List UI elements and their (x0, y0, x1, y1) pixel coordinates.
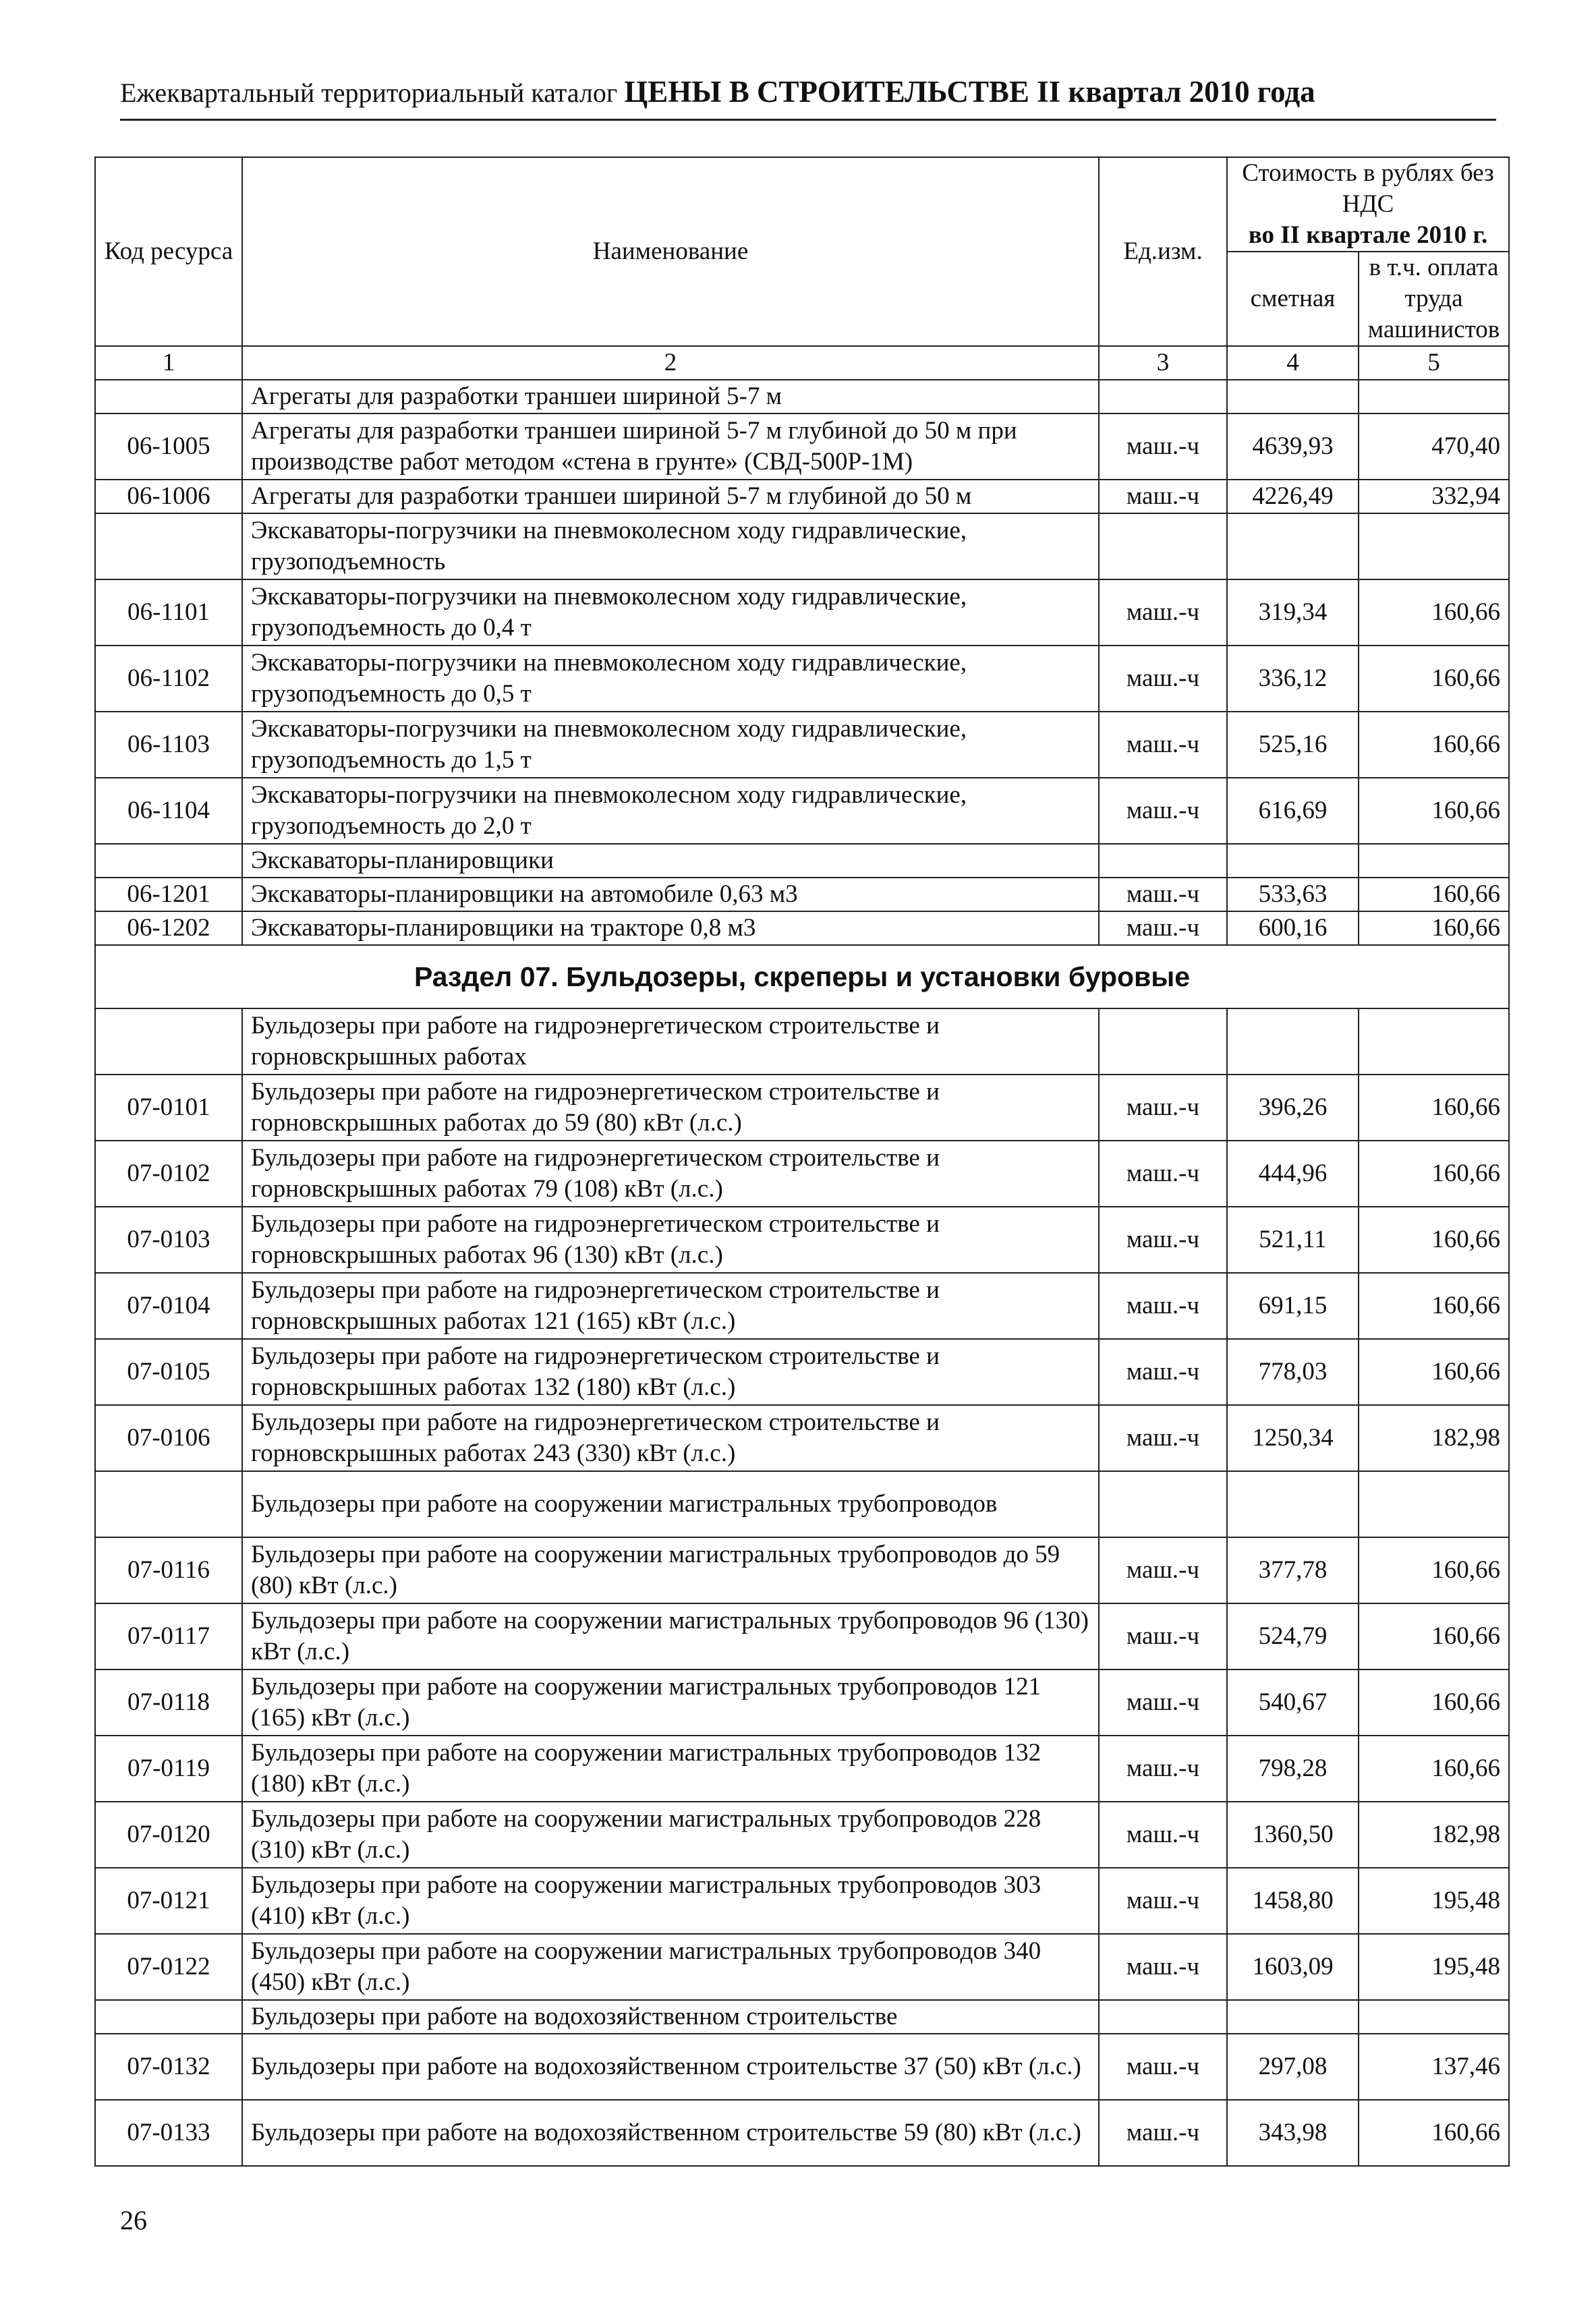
unit: маш.-ч (1099, 911, 1227, 945)
unit: маш.-ч (1099, 480, 1227, 513)
resource-name: Бульдозеры при работе на гидроэнергетическом строительстве и горновскрышных работах 243 (330) кВт (л.с.) (242, 1405, 1099, 1471)
operator-wage: 160,66 (1359, 1075, 1509, 1141)
header-rule (120, 119, 1496, 121)
resource-name: Бульдозеры при работе на водохозяйственном строительстве 59 (80) кВт (л.с.) (242, 2100, 1099, 2166)
estimate-price: 798,28 (1227, 1736, 1359, 1802)
operator-wage (1359, 2000, 1509, 2034)
table-row (95, 413, 1509, 480)
estimate-price: 616,69 (1227, 778, 1359, 844)
operator-wage: 160,66 (1359, 579, 1509, 646)
resource-name: Экскаваторы-погрузчики на пневмоколесном ходу гидравлические, грузоподъемность (242, 513, 1099, 579)
unit: маш.-ч (1099, 1273, 1227, 1339)
unit: маш.-ч (1099, 1669, 1227, 1736)
table-row (95, 2034, 1509, 2100)
resource-code: 07-0103 (95, 1207, 242, 1273)
group-row (95, 513, 1509, 579)
operator-wage: 470,40 (1359, 413, 1509, 480)
resource-code: 07-0120 (95, 1802, 242, 1868)
unit: маш.-ч (1099, 2100, 1227, 2166)
estimate-price (1227, 380, 1359, 413)
estimate-price: 533,63 (1227, 878, 1359, 911)
estimate-price: 444,96 (1227, 1141, 1359, 1207)
section-heading-row (95, 945, 1509, 1008)
unit: маш.-ч (1099, 1934, 1227, 2000)
resource-name: Бульдозеры при работе на гидроэнергетическом строительстве и горновскрышных работах 121 (165) кВт (л.с.) (242, 1273, 1099, 1339)
unit: маш.-ч (1099, 2034, 1227, 2100)
column-number-row (95, 346, 1509, 380)
resource-name: Экскаваторы-погрузчики на пневмоколесном ходу гидравлические, грузоподъемность до 0,5 т (242, 646, 1099, 712)
resource-name: Экскаваторы-погрузчики на пневмоколесном ходу гидравлические, грузоподъемность до 0,4 т (242, 579, 1099, 646)
col-num-5: 5 (1359, 346, 1509, 380)
operator-wage (1359, 1471, 1509, 1537)
page-header (120, 74, 1496, 109)
estimate-price: 600,16 (1227, 911, 1359, 945)
operator-wage (1359, 844, 1509, 878)
table-row (95, 1405, 1509, 1471)
resource-code (95, 380, 242, 413)
group-row (95, 844, 1509, 878)
estimate-price: 778,03 (1227, 1339, 1359, 1405)
operator-wage: 160,66 (1359, 911, 1509, 945)
resource-name: Экскаваторы-планировщики на автомобиле 0,63 м3 (242, 878, 1099, 911)
estimate-price: 336,12 (1227, 646, 1359, 712)
unit (1099, 1471, 1227, 1537)
resource-name: Бульдозеры при работе на сооружении магистральных трубопроводов 340 (450) кВт (л.с.) (242, 1934, 1099, 2000)
table-row (95, 1802, 1509, 1868)
resource-name: Экскаваторы-планировщики на тракторе 0,8 м3 (242, 911, 1099, 945)
operator-wage: 160,66 (1359, 1339, 1509, 1405)
col-header-cost-group (1227, 157, 1509, 252)
col-header-wage: в т.ч. оплата труда машинистов (1359, 252, 1509, 346)
operator-wage: 160,66 (1359, 646, 1509, 712)
operator-wage: 160,66 (1359, 2100, 1509, 2166)
resource-code (95, 513, 242, 579)
resource-name: Бульдозеры при работе на гидроэнергетическом строительстве и горновскрышных работах 79 (108) кВт (л.с.) (242, 1141, 1099, 1207)
resource-code: 07-0102 (95, 1141, 242, 1207)
resource-name: Бульдозеры при работе на гидроэнергетическом строительстве и горновскрышных работах до 59 (80) кВт (л.с.) (242, 1075, 1099, 1141)
col-num-3: 3 (1099, 346, 1227, 380)
unit: маш.-ч (1099, 1141, 1227, 1207)
table-row (95, 878, 1509, 911)
resource-code: 07-0117 (95, 1603, 242, 1669)
estimate-price: 377,78 (1227, 1537, 1359, 1603)
resource-name: Бульдозеры при работе на гидроэнергетическом строительстве и горновскрышных работах 96 (130) кВт (л.с.) (242, 1207, 1099, 1273)
estimate-price: 343,98 (1227, 2100, 1359, 2166)
resource-code (95, 1008, 242, 1075)
estimate-price: 319,34 (1227, 579, 1359, 646)
table-header-row (95, 157, 1509, 252)
unit: маш.-ч (1099, 1075, 1227, 1141)
resource-code: 07-0132 (95, 2034, 242, 2100)
resource-code: 07-0101 (95, 1075, 242, 1141)
operator-wage: 160,66 (1359, 712, 1509, 778)
unit (1099, 2000, 1227, 2034)
resource-name: Экскаваторы-погрузчики на пневмоколесном ходу гидравлические, грузоподъемность до 2,0 т (242, 778, 1099, 844)
unit (1099, 380, 1227, 413)
table-row (95, 778, 1509, 844)
estimate-price (1227, 513, 1359, 579)
resource-name: Экскаваторы-планировщики (242, 844, 1099, 878)
resource-name: Агрегаты для разработки траншеи шириной 5-7 м глубиной до 50 м (242, 480, 1099, 513)
operator-wage: 332,94 (1359, 480, 1509, 513)
operator-wage: 160,66 (1359, 778, 1509, 844)
resource-name: Бульдозеры при работе на сооружении магистральных трубопроводов 121 (165) кВт (л.с.) (242, 1669, 1099, 1736)
col-header-unit: Ед.изм. (1099, 157, 1227, 346)
resource-name: Бульдозеры при работе на сооружении магистральных трубопроводов 228 (310) кВт (л.с.) (242, 1802, 1099, 1868)
unit: маш.-ч (1099, 712, 1227, 778)
estimate-price: 521,11 (1227, 1207, 1359, 1273)
unit: маш.-ч (1099, 413, 1227, 480)
table-row (95, 1075, 1509, 1141)
resource-name: Бульдозеры при работе на сооружении магистральных трубопроводов (242, 1471, 1099, 1537)
unit: маш.-ч (1099, 1603, 1227, 1669)
resource-name: Бульдозеры при работе на сооружении магистральных трубопроводов до 59 (80) кВт (л.с.) (242, 1537, 1099, 1603)
resource-name: Экскаваторы-погрузчики на пневмоколесном ходу гидравлические, грузоподъемность до 1,5 т (242, 712, 1099, 778)
unit: маш.-ч (1099, 1868, 1227, 1934)
resource-name: Бульдозеры при работе на сооружении магистральных трубопроводов 96 (130) кВт (л.с.) (242, 1603, 1099, 1669)
resource-code: 07-0121 (95, 1868, 242, 1934)
operator-wage: 160,66 (1359, 1537, 1509, 1603)
table-row (95, 1273, 1509, 1339)
resource-name: Бульдозеры при работе на водохозяйственном строительстве 37 (50) кВт (л.с.) (242, 2034, 1099, 2100)
resource-code (95, 844, 242, 878)
resource-code: 07-0105 (95, 1339, 242, 1405)
unit: маш.-ч (1099, 878, 1227, 911)
unit (1099, 844, 1227, 878)
col-num-2: 2 (242, 346, 1099, 380)
estimate-price (1227, 1008, 1359, 1075)
operator-wage (1359, 1008, 1509, 1075)
table-row (95, 911, 1509, 945)
table-row (95, 1868, 1509, 1934)
resource-code (95, 1471, 242, 1537)
resource-code: 06-1006 (95, 480, 242, 513)
operator-wage (1359, 513, 1509, 579)
page-number: 26 (120, 2205, 147, 2235)
operator-wage: 182,98 (1359, 1405, 1509, 1471)
resource-code: 06-1103 (95, 712, 242, 778)
table-row (95, 1537, 1509, 1603)
header-prefix: Ежеквартальный территориальный каталог (120, 78, 625, 108)
operator-wage: 160,66 (1359, 878, 1509, 911)
operator-wage: 195,48 (1359, 1934, 1509, 2000)
table-row (95, 1934, 1509, 2000)
group-row (95, 1008, 1509, 1075)
col-num-1: 1 (95, 346, 242, 380)
table-row (95, 712, 1509, 778)
resource-code: 07-0122 (95, 1934, 242, 2000)
table-row (95, 1207, 1509, 1273)
col-header-code: Код ресурса (95, 157, 242, 346)
resource-code (95, 2000, 242, 2034)
estimate-price: 1360,50 (1227, 1802, 1359, 1868)
group-row (95, 1471, 1509, 1537)
operator-wage: 160,66 (1359, 1207, 1509, 1273)
table-row (95, 1141, 1509, 1207)
col-header-name: Наименование (242, 157, 1099, 346)
estimate-price (1227, 844, 1359, 878)
resource-code: 06-1201 (95, 878, 242, 911)
unit (1099, 513, 1227, 579)
operator-wage: 160,66 (1359, 1603, 1509, 1669)
operator-wage: 137,46 (1359, 2034, 1509, 2100)
unit: маш.-ч (1099, 778, 1227, 844)
estimate-price: 524,79 (1227, 1603, 1359, 1669)
estimate-price: 691,15 (1227, 1273, 1359, 1339)
resource-code: 06-1104 (95, 778, 242, 844)
unit: маш.-ч (1099, 579, 1227, 646)
group-row (95, 380, 1509, 413)
operator-wage (1359, 380, 1509, 413)
resource-name: Бульдозеры при работе на гидроэнергетическом строительстве и горновскрышных работах (242, 1008, 1099, 1075)
unit: маш.-ч (1099, 1736, 1227, 1802)
unit: маш.-ч (1099, 1802, 1227, 1868)
estimate-price (1227, 2000, 1359, 2034)
cost-group-label: Стоимость в рублях без НДС (1242, 159, 1494, 218)
resource-code: 06-1101 (95, 579, 242, 646)
group-row (95, 2000, 1509, 2034)
estimate-price: 4226,49 (1227, 480, 1359, 513)
resource-code: 07-0106 (95, 1405, 242, 1471)
unit: маш.-ч (1099, 646, 1227, 712)
resource-name: Агрегаты для разработки траншеи шириной 5-7 м глубиной до 50 м при производстве работ методом «стена в грунте» (СВД-500Р-1М) (242, 413, 1099, 480)
col-header-estimate: сметная (1227, 252, 1359, 346)
unit: маш.-ч (1099, 1405, 1227, 1471)
section-title: Раздел 07. Бульдозеры, скреперы и установки буровые (95, 945, 1509, 1008)
table-row (95, 1603, 1509, 1669)
estimate-price: 396,26 (1227, 1075, 1359, 1141)
cost-period-label: во II квартале 2010 г. (1248, 221, 1488, 249)
table-row (95, 1339, 1509, 1405)
estimate-price: 1603,09 (1227, 1934, 1359, 2000)
table-row (95, 1669, 1509, 1736)
estimate-price: 4639,93 (1227, 413, 1359, 480)
unit: маш.-ч (1099, 1537, 1227, 1603)
table-row (95, 480, 1509, 513)
unit: маш.-ч (1099, 1339, 1227, 1405)
resource-name: Бульдозеры при работе на сооружении магистральных трубопроводов 303 (410) кВт (л.с.) (242, 1868, 1099, 1934)
estimate-price: 1250,34 (1227, 1405, 1359, 1471)
estimate-price: 525,16 (1227, 712, 1359, 778)
resource-code: 06-1005 (95, 413, 242, 480)
resource-code: 06-1202 (95, 911, 242, 945)
operator-wage: 195,48 (1359, 1868, 1509, 1934)
table-row (95, 1736, 1509, 1802)
operator-wage: 182,98 (1359, 1802, 1509, 1868)
operator-wage: 160,66 (1359, 1669, 1509, 1736)
resource-code: 07-0104 (95, 1273, 242, 1339)
resource-code: 07-0133 (95, 2100, 242, 2166)
resource-name: Бульдозеры при работе на гидроэнергетическом строительстве и горновскрышных работах 132 (180) кВт (л.с.) (242, 1339, 1099, 1405)
resource-code: 06-1102 (95, 646, 242, 712)
resource-code: 07-0119 (95, 1736, 242, 1802)
col-num-4: 4 (1227, 346, 1359, 380)
operator-wage: 160,66 (1359, 1736, 1509, 1802)
resource-code: 07-0116 (95, 1537, 242, 1603)
estimate-price (1227, 1471, 1359, 1537)
table-row (95, 646, 1509, 712)
estimate-price: 1458,80 (1227, 1868, 1359, 1934)
header-title: ЦЕНЫ В СТРОИТЕЛЬСТВЕ II квартал 2010 года (624, 75, 1315, 109)
table-row (95, 579, 1509, 646)
resource-name: Агрегаты для разработки траншеи шириной 5-7 м (242, 380, 1099, 413)
unit: маш.-ч (1099, 1207, 1227, 1273)
estimate-price: 540,67 (1227, 1669, 1359, 1736)
resource-code: 07-0118 (95, 1669, 242, 1736)
estimate-price: 297,08 (1227, 2034, 1359, 2100)
price-table (94, 156, 1510, 2167)
table-row (95, 2100, 1509, 2166)
resource-name: Бульдозеры при работе на сооружении магистральных трубопроводов 132 (180) кВт (л.с.) (242, 1736, 1099, 1802)
operator-wage: 160,66 (1359, 1273, 1509, 1339)
resource-name: Бульдозеры при работе на водохозяйственном строительстве (242, 2000, 1099, 2034)
unit (1099, 1008, 1227, 1075)
operator-wage: 160,66 (1359, 1141, 1509, 1207)
